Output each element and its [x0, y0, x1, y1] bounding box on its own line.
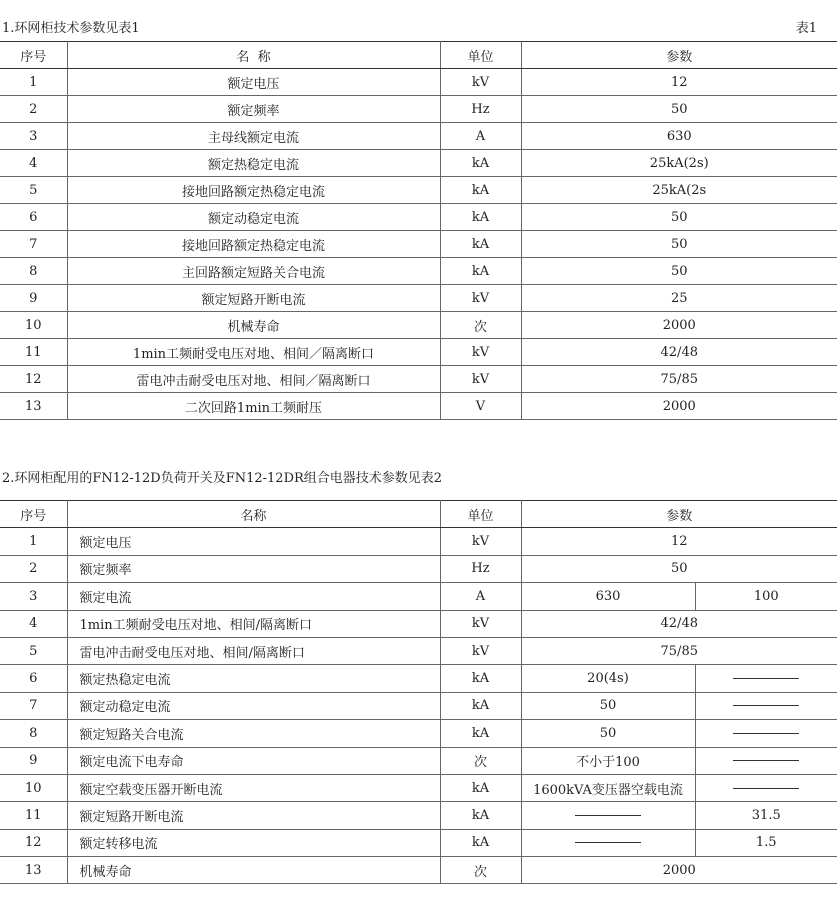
row-no: 2 [0, 555, 67, 582]
row-unit: 次 [440, 747, 521, 774]
empty-dash [575, 842, 641, 843]
row-unit: kA [440, 774, 521, 801]
row-no: 11 [0, 339, 67, 366]
row-name: 额定短路关合电流 [67, 720, 440, 747]
row-value: 2000 [521, 393, 837, 420]
empty-dash [733, 705, 799, 706]
row-value: 50 [521, 258, 837, 285]
row-value-right-empty [695, 720, 837, 747]
row-unit: kA [440, 177, 521, 204]
row-value: 25kA(2s) [521, 150, 837, 177]
table-row [0, 802, 837, 829]
row-value-right: 31.5 [695, 802, 837, 829]
row-no: 13 [0, 857, 67, 884]
row-no: 12 [0, 829, 67, 856]
table-row [0, 720, 837, 747]
row-no: 6 [0, 665, 67, 692]
row-value-left: 1600kVA变压器空载电流 [521, 774, 695, 801]
table-row [0, 393, 837, 420]
row-name: 额定电流 [67, 583, 440, 610]
row-name: 机械寿命 [67, 857, 440, 884]
row-no: 6 [0, 204, 67, 231]
header-unit: 单位 [440, 501, 521, 528]
table-row [0, 312, 837, 339]
table-row [0, 555, 837, 582]
row-unit: kV [440, 339, 521, 366]
row-unit: kA [440, 720, 521, 747]
table-row [0, 665, 837, 692]
row-no: 3 [0, 583, 67, 610]
row-no: 10 [0, 774, 67, 801]
header-unit: 单位 [440, 42, 521, 69]
table-row [0, 747, 837, 774]
row-name: 接地回路额定热稳定电流 [67, 177, 440, 204]
row-unit: 次 [440, 312, 521, 339]
row-value-left-empty [521, 829, 695, 856]
row-value: 50 [521, 204, 837, 231]
row-value: 75/85 [521, 366, 837, 393]
row-value-left: 630 [521, 583, 695, 610]
row-no: 7 [0, 231, 67, 258]
row-value-right: 1.5 [695, 829, 837, 856]
row-name: 额定电流下电寿命 [67, 747, 440, 774]
row-name: 额定动稳定电流 [67, 692, 440, 719]
empty-dash [733, 678, 799, 679]
table-row [0, 528, 837, 555]
row-no: 8 [0, 720, 67, 747]
row-unit: kV [440, 528, 521, 555]
empty-dash [733, 788, 799, 789]
row-unit: Hz [440, 555, 521, 582]
row-unit: kA [440, 692, 521, 719]
row-no: 8 [0, 258, 67, 285]
row-name: 二次回路1min工频耐压 [67, 393, 440, 420]
row-value: 25 [521, 285, 837, 312]
empty-dash [733, 733, 799, 734]
row-name: 额定转移电流 [67, 829, 440, 856]
table-row [0, 583, 837, 610]
row-unit: kA [440, 204, 521, 231]
table-row [0, 637, 837, 664]
empty-dash [575, 815, 641, 816]
table-row [0, 204, 837, 231]
row-value: 75/85 [521, 637, 837, 664]
row-value: 42/48 [521, 610, 837, 637]
row-name: 机械寿命 [67, 312, 440, 339]
header-name: 名 称 [67, 42, 440, 69]
row-unit: Hz [440, 96, 521, 123]
table-row [0, 69, 837, 96]
row-name: 主回路额定短路关合电流 [67, 258, 440, 285]
row-name: 雷电冲击耐受电压对地、相间／隔离断口 [67, 366, 440, 393]
row-unit: kA [440, 150, 521, 177]
row-no: 3 [0, 123, 67, 150]
row-name: 额定短路开断电流 [67, 802, 440, 829]
header-no: 序号 [0, 501, 67, 528]
row-unit: kV [440, 69, 521, 96]
row-value: 50 [521, 231, 837, 258]
row-no: 13 [0, 393, 67, 420]
row-unit: A [440, 123, 521, 150]
row-no: 4 [0, 610, 67, 637]
header-no: 序号 [0, 42, 67, 69]
table1-header-row [0, 42, 837, 69]
table-row [0, 177, 837, 204]
row-value: 50 [521, 555, 837, 582]
table1-caption: 1.环网柜技术参数见表1 [2, 21, 140, 36]
table1 [0, 41, 837, 420]
row-value: 2000 [521, 857, 837, 884]
row-unit: 次 [440, 857, 521, 884]
row-value: 42/48 [521, 339, 837, 366]
row-value-right-empty [695, 665, 837, 692]
row-no: 5 [0, 637, 67, 664]
row-name: 额定频率 [67, 96, 440, 123]
row-name: 1min工频耐受电压对地、相间/隔离断口 [67, 610, 440, 637]
row-no: 10 [0, 312, 67, 339]
row-name: 额定短路开断电流 [67, 285, 440, 312]
row-no: 11 [0, 802, 67, 829]
row-value-left-empty [521, 802, 695, 829]
row-no: 1 [0, 69, 67, 96]
row-no: 12 [0, 366, 67, 393]
table-row [0, 231, 837, 258]
table-row [0, 857, 837, 884]
row-name: 额定空载变压器开断电流 [67, 774, 440, 801]
table-row [0, 285, 837, 312]
row-value-right-empty [695, 692, 837, 719]
empty-dash [733, 760, 799, 761]
row-value: 12 [521, 69, 837, 96]
row-no: 7 [0, 692, 67, 719]
table2 [0, 500, 837, 884]
row-value-right-empty [695, 747, 837, 774]
table-row [0, 258, 837, 285]
row-name: 雷电冲击耐受电压对地、相间/隔离断口 [67, 637, 440, 664]
table-row [0, 610, 837, 637]
row-name: 额定热稳定电流 [67, 665, 440, 692]
row-value: 50 [521, 96, 837, 123]
table1-label: 表1 [795, 21, 817, 36]
row-unit: kV [440, 366, 521, 393]
row-name: 额定电压 [67, 528, 440, 555]
table-row [0, 150, 837, 177]
row-value-left: 20(4s) [521, 665, 695, 692]
row-unit: kV [440, 610, 521, 637]
row-unit: kA [440, 258, 521, 285]
row-name: 接地回路额定热稳定电流 [67, 231, 440, 258]
header-value: 参数 [521, 501, 837, 528]
table-row [0, 829, 837, 856]
row-no: 5 [0, 177, 67, 204]
row-value-left: 50 [521, 720, 695, 747]
row-value: 12 [521, 528, 837, 555]
row-no: 4 [0, 150, 67, 177]
table2-caption: 2.环网柜配用的FN12-12D负荷开关及FN12-12DR组合电器技术参数见表2 [2, 471, 443, 486]
row-unit: kA [440, 829, 521, 856]
row-unit: kV [440, 637, 521, 664]
row-unit: V [440, 393, 521, 420]
row-name: 主母线额定电流 [67, 123, 440, 150]
row-no: 9 [0, 747, 67, 774]
table-row [0, 96, 837, 123]
row-no: 1 [0, 528, 67, 555]
row-value-left: 不小于100 [521, 747, 695, 774]
row-name: 额定电压 [67, 69, 440, 96]
row-value: 25kA(2s [521, 177, 837, 204]
row-unit: A [440, 583, 521, 610]
row-no: 9 [0, 285, 67, 312]
row-value-left: 50 [521, 692, 695, 719]
row-value: 2000 [521, 312, 837, 339]
row-unit: kA [440, 231, 521, 258]
table2-header-row [0, 501, 837, 528]
header-name: 名称 [67, 501, 440, 528]
row-value-right: 100 [695, 583, 837, 610]
row-unit: kV [440, 285, 521, 312]
row-name: 1min工频耐受电压对地、相间／隔离断口 [67, 339, 440, 366]
row-name: 额定热稳定电流 [67, 150, 440, 177]
table-row [0, 123, 837, 150]
table-row [0, 339, 837, 366]
row-no: 2 [0, 96, 67, 123]
row-name: 额定频率 [67, 555, 440, 582]
row-value: 630 [521, 123, 837, 150]
row-unit: kA [440, 665, 521, 692]
row-unit: kA [440, 802, 521, 829]
row-name: 额定动稳定电流 [67, 204, 440, 231]
table-row [0, 692, 837, 719]
header-value: 参数 [521, 42, 837, 69]
row-value-right-empty [695, 774, 837, 801]
table-row [0, 774, 837, 801]
table-row [0, 366, 837, 393]
